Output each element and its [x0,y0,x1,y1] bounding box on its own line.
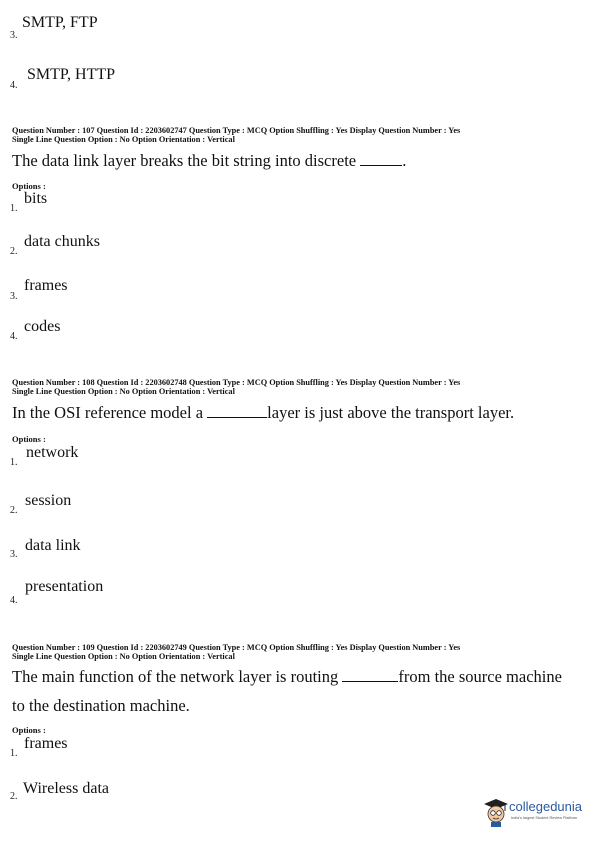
options-label: Options : [12,434,46,444]
options-label: Options : [12,725,46,735]
question-meta: Question Number : 107 Question Id : 2203602747 Question Type : MCQ Option Shuffling : Yes Display Question Number : Yes Single Line Question Option : No Option Orientation : Vertical [12,126,461,144]
options-label: Options : [12,181,46,191]
logo-wordmark: collegedunia [509,799,583,814]
question-meta: Question Number : 109 Question Id : 2203602749 Question Type : MCQ Option Shuffling : Yes Display Question Number : Yes Single Line Question Option : No Option Orientation : Vertical [12,643,461,661]
question-text: In the OSI reference model a layer is just above the transport layer. [12,403,515,422]
question-text: The main function of the network layer is routing from the source machine [12,667,562,686]
logo-tagline: India's largest Student Review Platform [511,816,578,820]
answer-blank [207,416,267,418]
option-number: 3. [10,30,18,41]
option-text: SMTP, FTP [22,14,98,31]
option-text: SMTP, HTTP [27,66,116,83]
question-meta: Question Number : 108 Question Id : 2203602748 Question Type : MCQ Option Shuffling : Yes Display Question Number : Yes Single Line Question Option : No Option Orientation : Vertical [12,378,461,396]
graduate-mascot-icon [483,797,509,827]
collegedunia-logo [483,797,591,829]
question-text-line2: to the destination machine. [12,696,190,715]
answer-blank [360,164,402,166]
answer-blank [342,680,398,682]
option-number: 4. [10,80,18,91]
question-text: The data link layer breaks the bit string into discrete . [12,151,407,170]
